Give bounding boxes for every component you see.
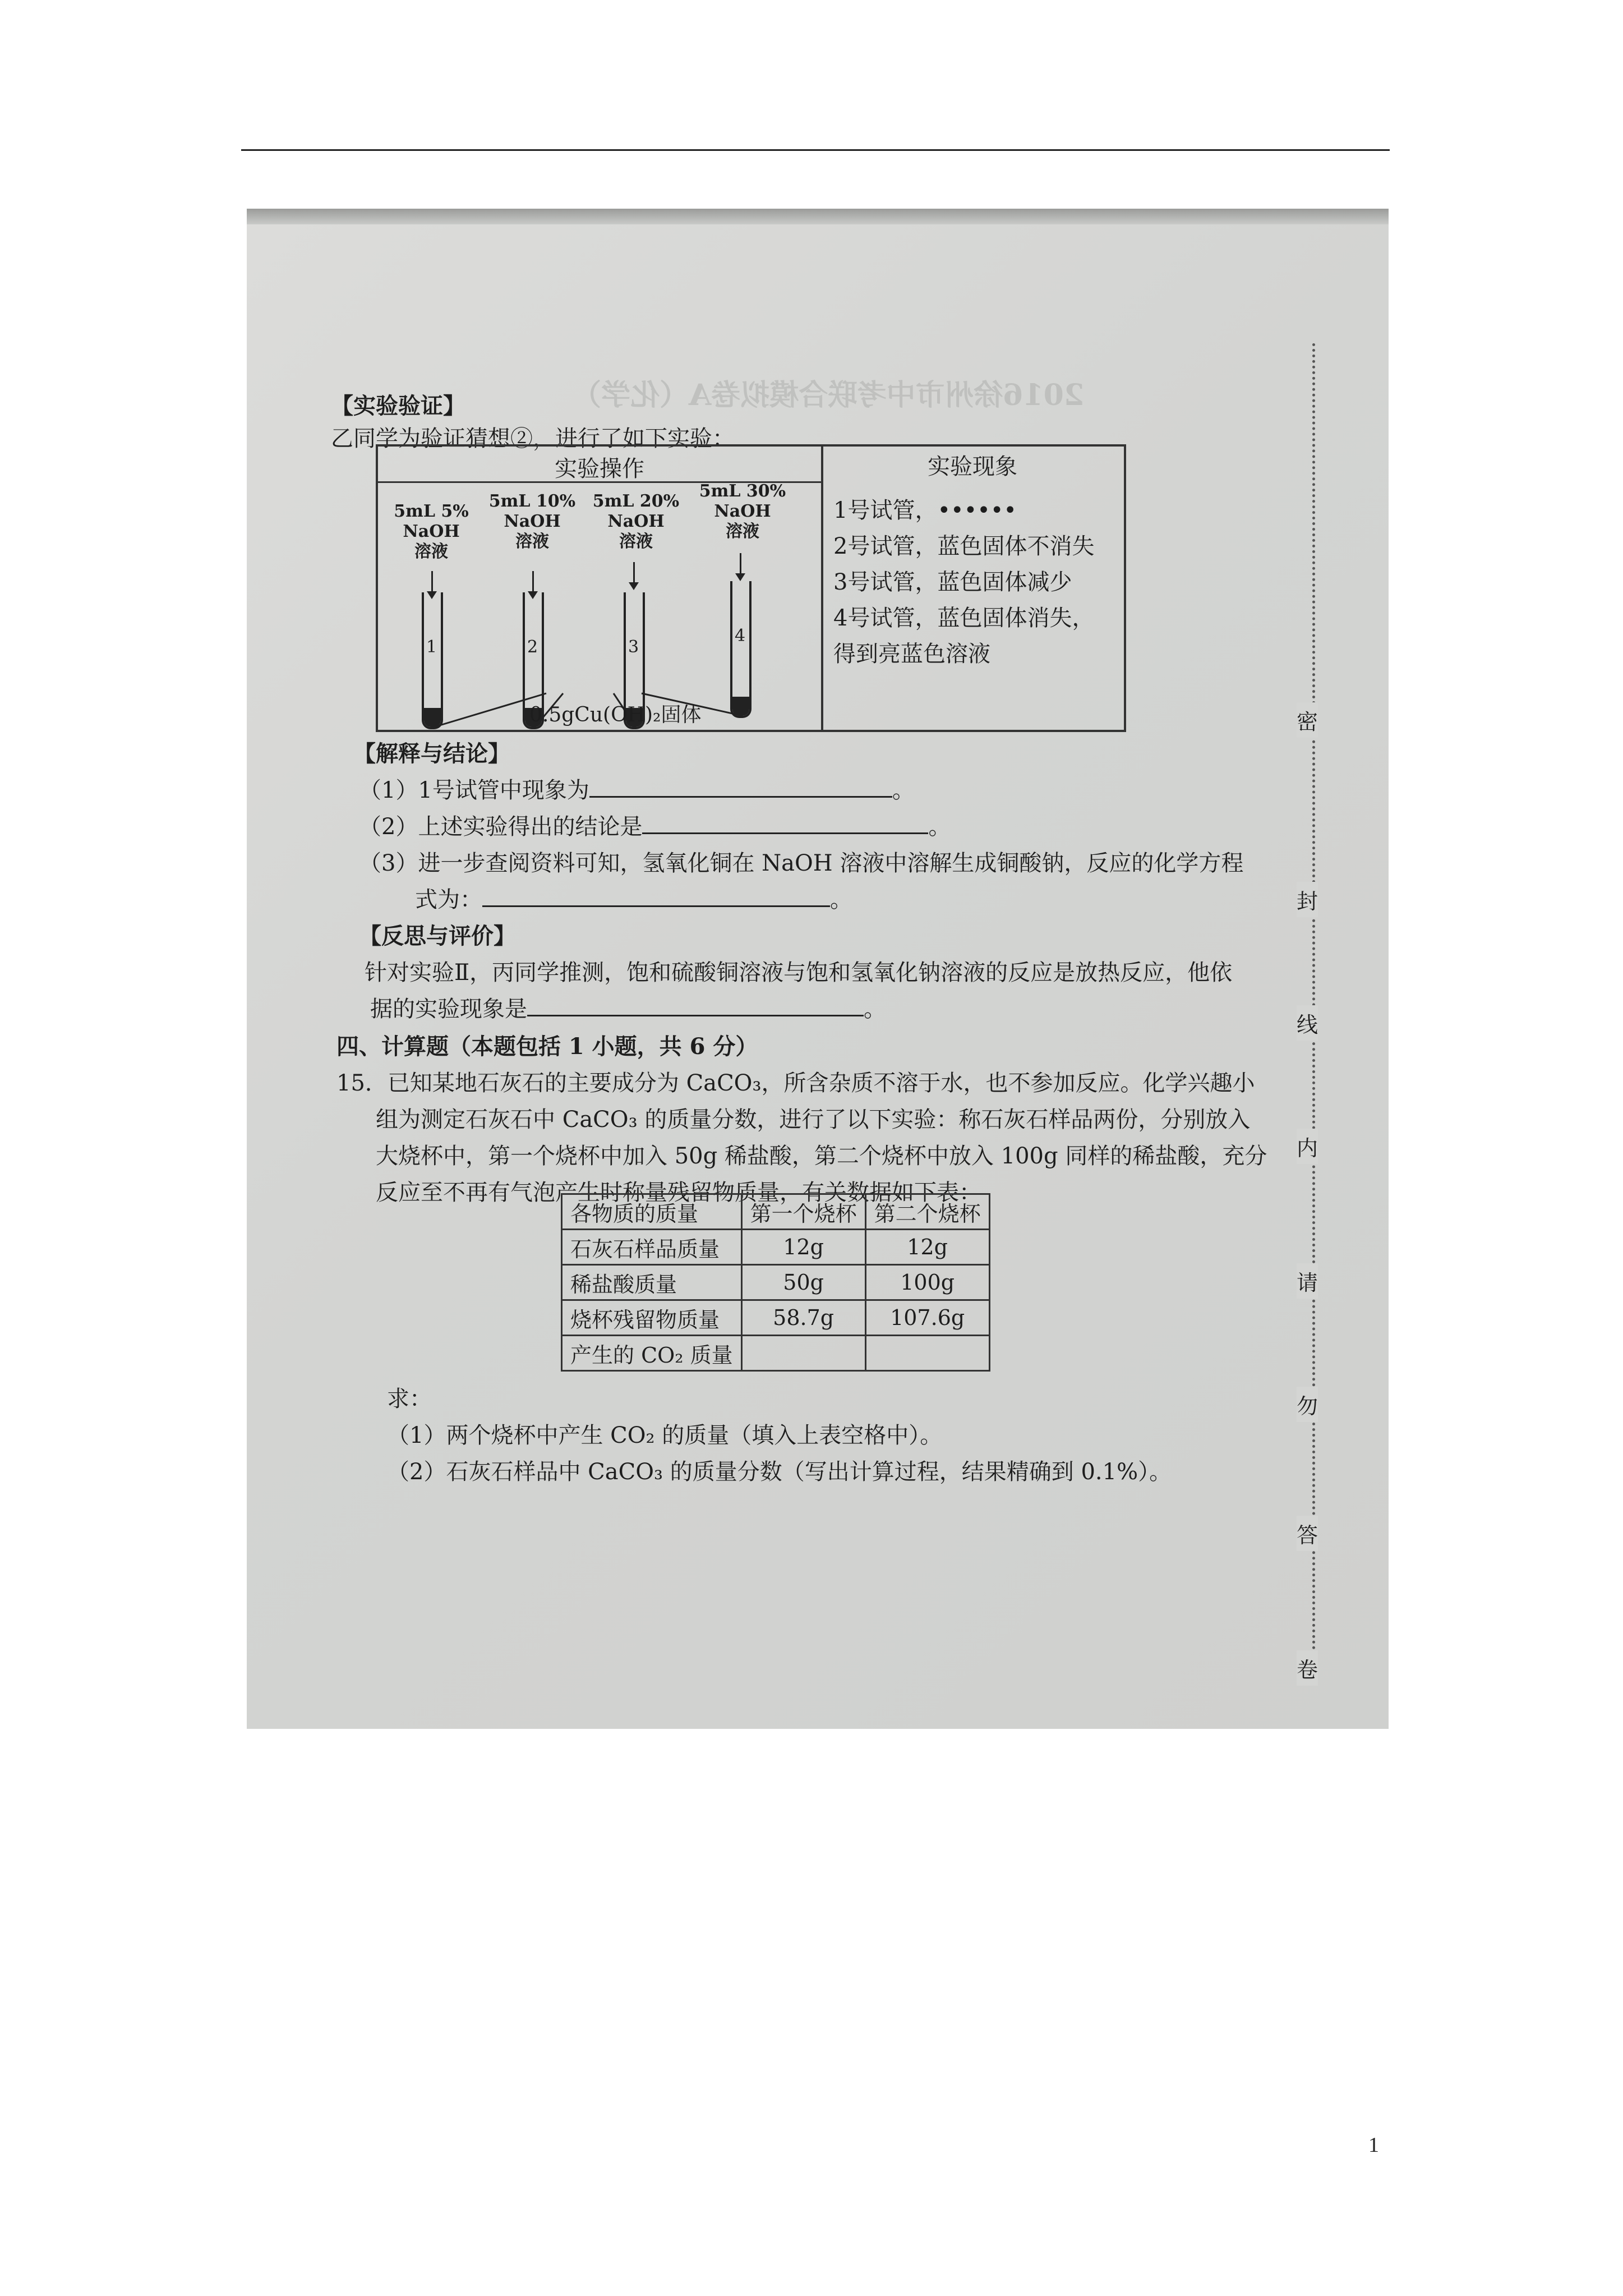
tube-2-solution: 溶液 — [515, 532, 549, 551]
calc-ask2: （2）石灰石样品中 CaCO₃ 的质量分数（写出计算过程，结果精确到 0.1%）。 — [387, 1459, 1172, 1485]
tube-3-number: 3 — [628, 637, 639, 657]
answer-blank-4[interactable] — [527, 996, 864, 1016]
explain-q1 — [359, 772, 915, 804]
explain-heading: 【解释与结论】 — [353, 740, 510, 767]
table-cell: 产生的 CO₂ 质量 — [562, 1336, 742, 1371]
seal-char: 密 — [1297, 702, 1318, 738]
answer-blank-2[interactable] — [642, 813, 928, 834]
exam-photo — [247, 209, 1389, 1729]
tube-2-number: 2 — [527, 637, 538, 657]
table-cell: 50g — [741, 1265, 865, 1300]
calc-p2: 组为测定石灰石中 CaCO₃ 的质量分数，进行了以下实验：称石灰石样品两份，分别放入 — [376, 1107, 1251, 1133]
phenomenon-3: 3号试管，蓝色固体减少 — [833, 569, 1072, 595]
explain-q3b-text: 式为： — [415, 887, 482, 913]
calc-ask1: （1）两个烧杯中产生 CO₂ 的质量（填入上表空格中）。 — [387, 1423, 943, 1448]
experiment-box — [376, 444, 1126, 732]
reflect-line2 — [370, 991, 886, 1023]
header-rule — [241, 149, 1390, 151]
tube-3-solution: 溶液 — [619, 532, 653, 551]
tube-4-volume: 5mL 30% — [699, 481, 786, 501]
tube-1-reagent: NaOH — [403, 522, 460, 541]
calc-p4: 反应至不再有气泡产生时称量残留物质量，有关数据如下表： — [376, 1180, 981, 1205]
solid-leader-lines — [378, 447, 821, 730]
seal-char: 线 — [1297, 1005, 1318, 1041]
seal-char: 卷 — [1297, 1650, 1318, 1686]
explain-q1-period: 。 — [892, 777, 915, 803]
table-row — [562, 1336, 990, 1371]
tube-3-reagent: NaOH — [607, 512, 665, 531]
phenomenon-header: 实验现象 — [928, 454, 1017, 480]
box-divider — [821, 447, 823, 730]
table-cell: 12g — [741, 1230, 865, 1265]
tube-4-number: 4 — [735, 626, 746, 646]
tube-4-solution: 溶液 — [726, 522, 759, 541]
seal-char: 封 — [1297, 882, 1318, 917]
phenomenon-5: 得到亮蓝色溶液 — [833, 641, 990, 667]
tube-1-solution: 溶液 — [414, 542, 448, 562]
table-header-cell: 第二个烧杯 — [865, 1194, 989, 1230]
reflect-line1: 针对实验Ⅱ，丙同学推测，饱和硫酸铜溶液与饱和氢氧化钠溶液的反应是放热反应，他依 — [365, 960, 1233, 986]
answer-blank-1[interactable] — [589, 777, 892, 798]
explain-q3a: （3）进一步查阅资料可知，氢氧化铜在 NaOH 溶液中溶解生成铜酸钠，反应的化学方程 — [359, 850, 1244, 876]
ghost-title: 2016徐州市中考联合模拟卷A（化学） — [572, 378, 1085, 412]
explain-q1-text: （1）1号试管中现象为 — [359, 777, 589, 803]
table-cell: 石灰石样品质量 — [562, 1230, 742, 1265]
calc-p1: 15．已知某地石灰石的主要成分为 CaCO₃，所含杂质不溶于水，也不参加反应。化学兴趣小 — [336, 1070, 1255, 1096]
explain-q3b — [415, 882, 852, 914]
table-cell: 稀盐酸质量 — [562, 1265, 742, 1300]
seal-char: 请 — [1297, 1263, 1318, 1299]
table-row — [562, 1230, 990, 1265]
phenomenon-4: 4号试管，蓝色固体消失， — [833, 605, 1095, 631]
tube-4-reagent: NaOH — [714, 501, 771, 521]
table-cell: 107.6g — [865, 1300, 989, 1336]
calc-heading: 四、计算题（本题包括 1 小题，共 6 分） — [336, 1033, 758, 1060]
verify-heading: 【实验验证】 — [331, 393, 465, 419]
operation-header: 实验操作 — [555, 456, 644, 482]
reflect-line2-text: 据的实验现象是 — [370, 996, 527, 1022]
tube-3-volume: 5mL 20% — [592, 491, 680, 511]
explain-q2-period: 。 — [928, 814, 951, 840]
seal-char: 内 — [1297, 1129, 1318, 1164]
page-number: 1 — [1368, 2133, 1379, 2157]
explain-q2-text: （2）上述实验得出的结论是 — [359, 814, 643, 840]
seal-char: 勿 — [1297, 1387, 1318, 1422]
data-table — [561, 1193, 990, 1372]
table-cell: 12g — [865, 1230, 989, 1265]
tube-2-volume: 5mL 10% — [488, 491, 576, 511]
reflect-line2-period: 。 — [864, 996, 886, 1022]
phenomenon-1: 1号试管，•••••• — [833, 498, 1017, 523]
table-header-cell: 第一个烧杯 — [741, 1194, 865, 1230]
tube-1-volume: 5mL 5% — [394, 501, 469, 521]
answer-cell-co2-2[interactable] — [865, 1336, 989, 1371]
table-header-row — [562, 1194, 990, 1230]
photo-top-edge — [247, 209, 1389, 224]
reflect-heading: 【反思与评价】 — [359, 923, 516, 949]
table-cell: 58.7g — [741, 1300, 865, 1336]
seal-char: 答 — [1297, 1516, 1318, 1551]
table-cell: 烧杯残留物质量 — [562, 1300, 742, 1336]
calc-p3: 大烧杯中，第一个烧杯中加入 50g 稀盐酸，第二个烧杯中放入 100g 同样的稀盐酸，充分 — [376, 1143, 1267, 1169]
solid-label: 0.5gCu(OH)₂固体 — [529, 703, 702, 726]
verify-intro: 乙同学为验证猜想②，进行了如下实验： — [331, 426, 735, 452]
answer-blank-3[interactable] — [482, 886, 830, 907]
answer-cell-co2-1[interactable] — [741, 1336, 865, 1371]
calc-ask: 求： — [387, 1386, 432, 1412]
tube-1-number: 1 — [426, 637, 437, 657]
table-header-cell: 各物质的质量 — [562, 1194, 742, 1230]
table-row — [562, 1265, 990, 1300]
table-cell: 100g — [865, 1265, 989, 1300]
phenomenon-2: 2号试管，蓝色固体不消失 — [833, 533, 1095, 559]
explain-q2 — [359, 809, 951, 841]
table-row — [562, 1300, 990, 1336]
tube-2-reagent: NaOH — [504, 512, 561, 531]
explain-q3b-period: 。 — [830, 887, 852, 913]
